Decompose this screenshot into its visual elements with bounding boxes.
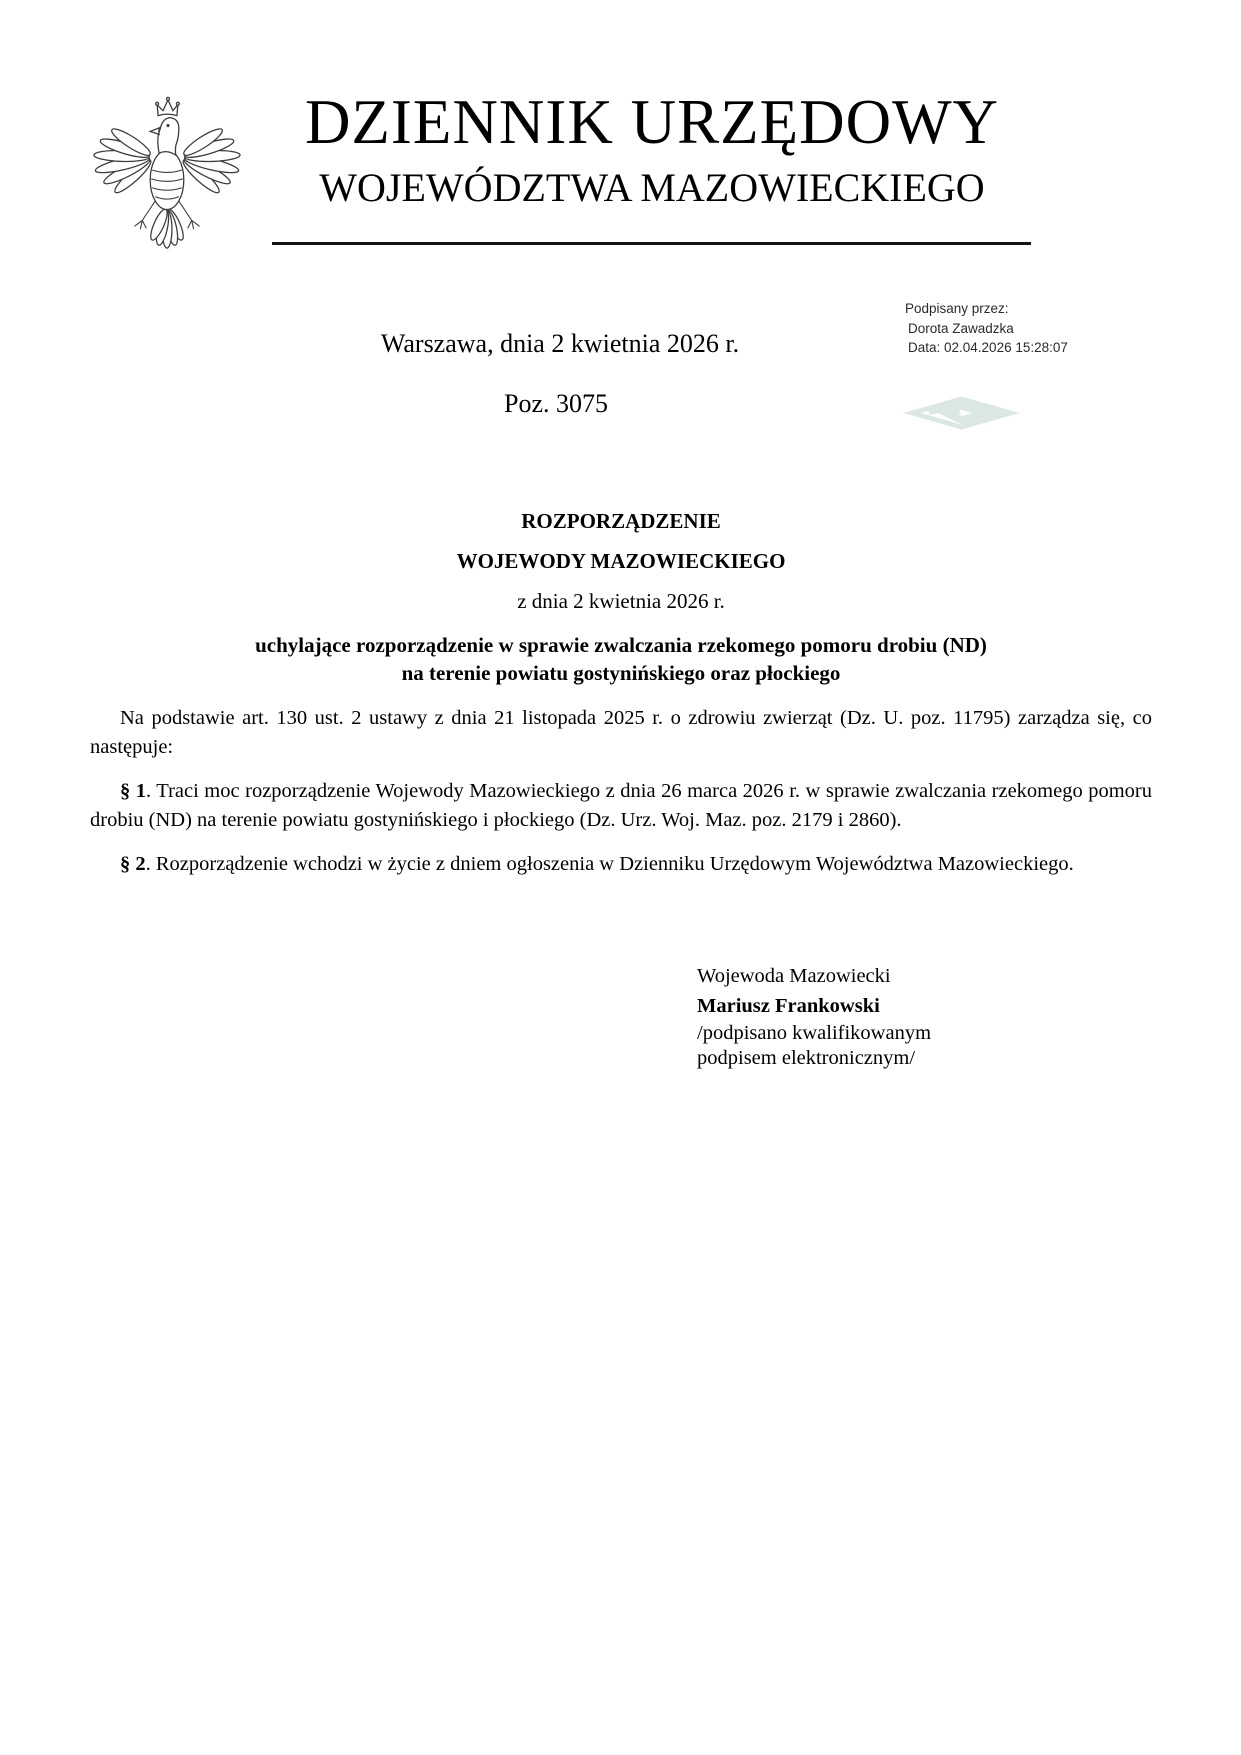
signer-role: Wojewoda Mazowiecki: [697, 965, 891, 987]
place-date-line: Warszawa, dnia 2 kwietnia 2026 r.: [380, 329, 740, 358]
paragraph-text: . Rozporządzenie wchodzi w życie z dniem ogłoszenia w Dzienniku Urzędowym Województwa Mazowieckiego.: [145, 853, 1074, 875]
signature-stamp-diamond-icon: [903, 396, 1020, 430]
signer-full-name: Mariusz Frankowski: [697, 995, 880, 1017]
act-subject: [90, 631, 1152, 687]
masthead: [272, 86, 1032, 212]
act-date-heading: z dnia 2 kwietnia 2026 r.: [517, 589, 725, 613]
issuer-heading: WOJEWODY MAZOWIECKIEGO: [456, 549, 786, 573]
paragraph-text: . Traci moc rozporządzenie Wojewody Mazowieckiego z dnia 26 marca 2026 r. w sprawie zwalczania rzekomego pomoru drobiu (ND) na terenie powiatu gostynińskiego i płockiego (Dz. Urz. Woj. Maz. poz. 2179 i 2860).: [90, 780, 1152, 831]
signature-note-line1: /podpisano kwalifikowanym: [697, 1022, 932, 1044]
paragraph-2: [90, 850, 1152, 879]
signature-stamp: [905, 299, 1068, 358]
position-number: Poz. 3075: [504, 389, 608, 418]
paragraph-prefix: § 2: [120, 853, 146, 875]
signer-name: Dorota Zawadzka: [908, 320, 1014, 336]
paragraph-text: Na podstawie art. 130 ust. 2 ustawy z dnia 21 listopada 2025 r. o zdrowiu zwierząt (Dz. U. poz. 11795) zarządza się, co następuje:: [90, 707, 1152, 758]
act-body: [90, 704, 1152, 894]
act-subject-line1: uchylające rozporządzenie w sprawie zwalczania rzekomego pomoru drobiu (ND): [255, 633, 987, 657]
act-type-heading: ROZPORZĄDZENIE: [521, 509, 721, 533]
act-subject-line2: na terenie powiatu gostynińskiego oraz płockiego: [401, 661, 841, 685]
journal-subtitle: WOJEWÓDZTWA MAZOWIECKIEGO: [319, 165, 985, 210]
masthead-divider: [272, 242, 1031, 245]
polish-eagle-emblem-icon: [92, 86, 242, 252]
signed-by-label: Podpisany przez:: [905, 301, 1009, 316]
signature-date: Data: 02.04.2026 15:28:07: [908, 340, 1068, 355]
signature-note-line2: podpisem elektronicznym/: [697, 1047, 916, 1069]
paragraph-1: [90, 777, 1152, 835]
journal-title: DZIENNIK URZĘDOWY: [304, 87, 1000, 157]
paragraph-prefix: § 1: [120, 780, 147, 802]
paragraph-preamble: [90, 704, 1152, 762]
signoff-block: [697, 961, 931, 1071]
